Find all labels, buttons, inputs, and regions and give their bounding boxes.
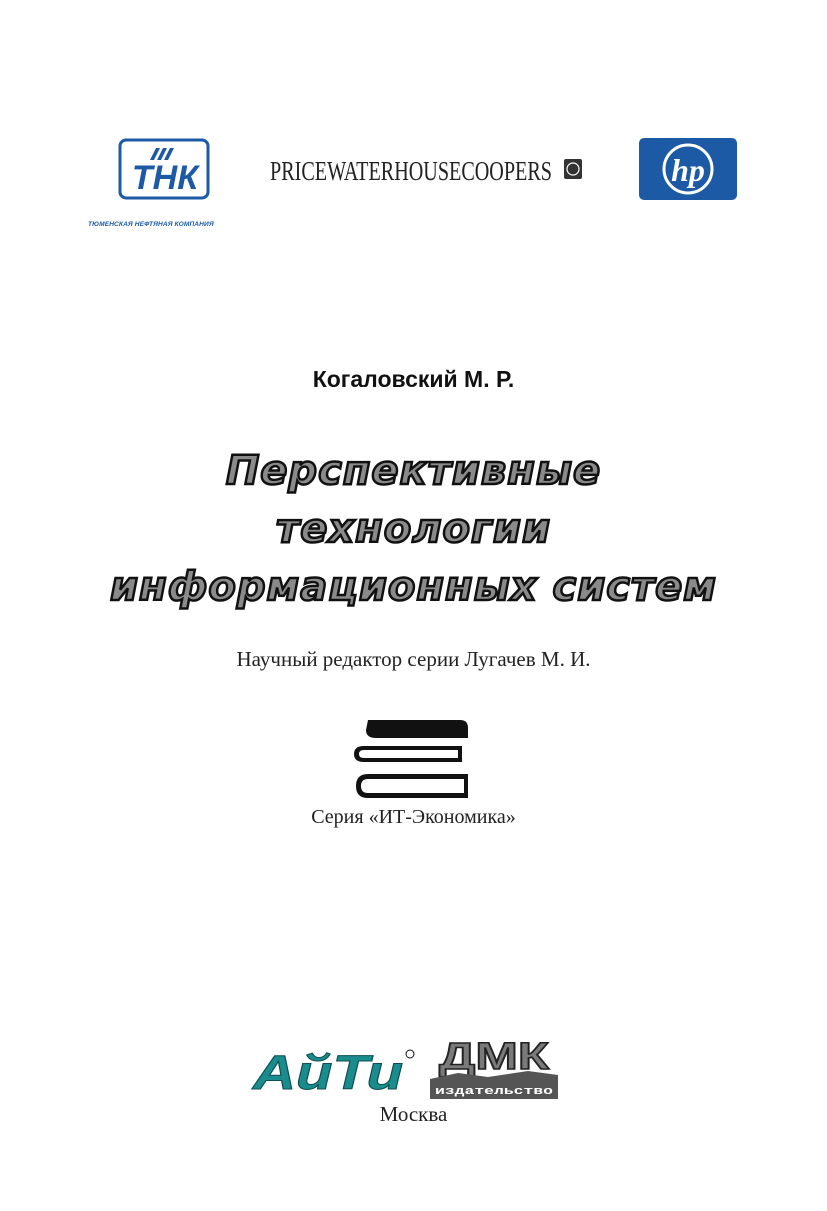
tnk-logo (118, 138, 210, 200)
dmk-logo (428, 1031, 560, 1099)
dmk-logo-text: ДМК (439, 1036, 551, 1078)
dmk-logo-subtext: издательство (435, 1086, 554, 1098)
series-name: Серия «ИТ-Экономика» (311, 806, 516, 828)
hp-logo (639, 138, 737, 200)
aiti-logo (248, 1046, 418, 1100)
title-line-2: технологии (276, 506, 551, 552)
pwc-logo (270, 150, 590, 190)
title-line-3: информационных систем (110, 564, 717, 610)
books-stack-icon (350, 716, 475, 806)
aiti-logo-text: АйТи (251, 1047, 403, 1100)
tnk-caption: ТЮМЕНСКАЯ НЕФТЯНАЯ КОМПАНИЯ (88, 221, 214, 228)
title-line-1: Перспективные (225, 448, 602, 494)
tnk-logo-text: ТНК (131, 159, 199, 197)
author-name: Когаловский М. Р. (312, 366, 515, 392)
book-title (0, 442, 827, 616)
series-editor: Научный редактор серии Лугачев М. И. (236, 647, 591, 671)
hp-logo-text: hp (671, 152, 705, 188)
pwc-logo-text: PRICEWATERHOUSECOOPERS (270, 156, 552, 186)
publication-city: Москва (379, 1102, 448, 1126)
